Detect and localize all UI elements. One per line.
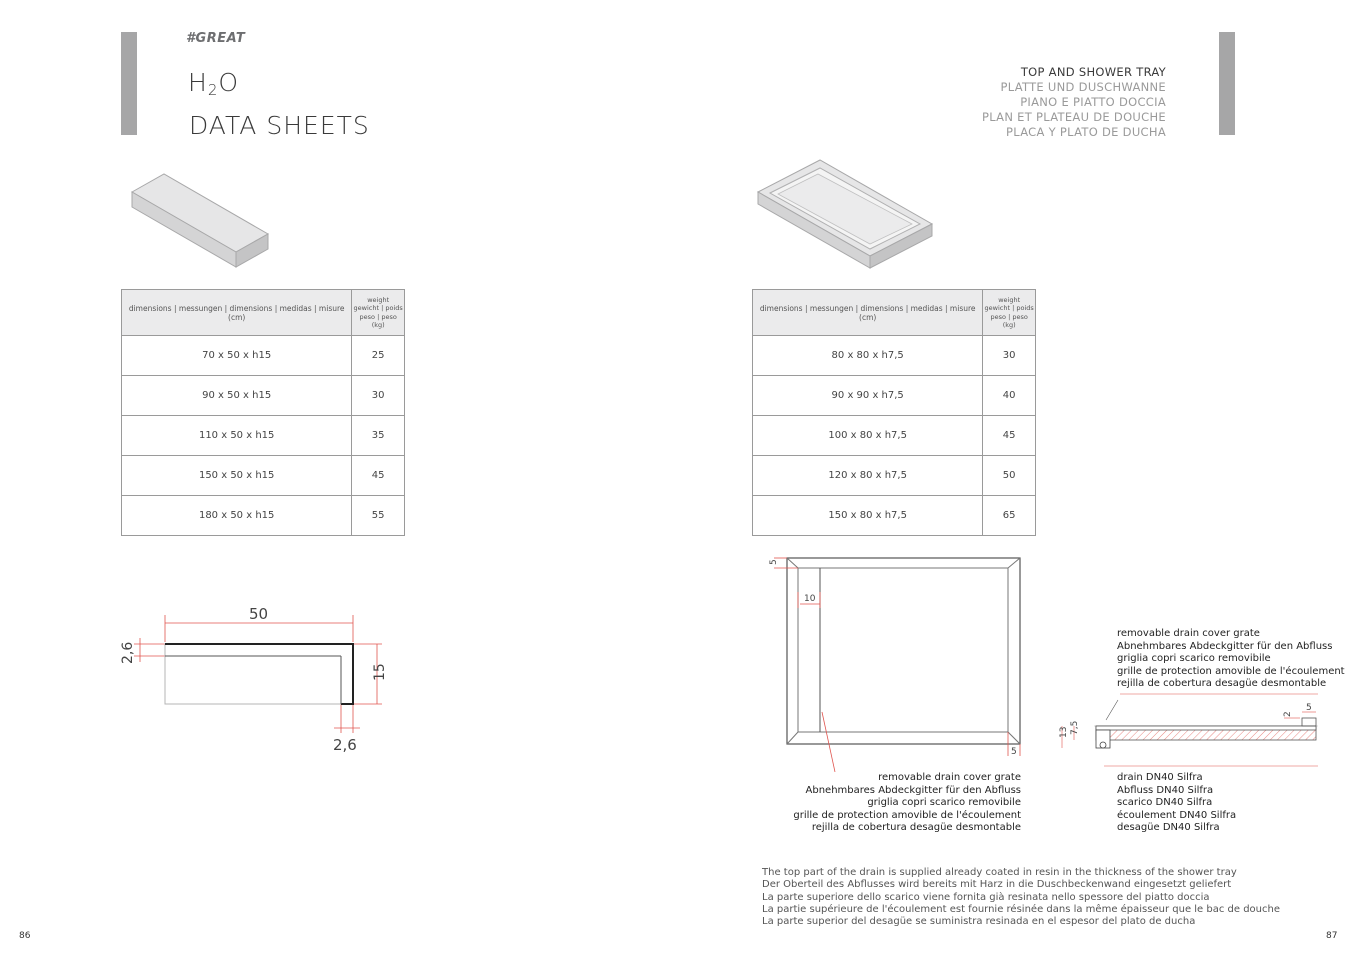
title-h: H: [188, 68, 208, 97]
dim-cell: 80 x 80 x h7,5: [753, 336, 983, 376]
header-weight-line: (kg): [371, 321, 385, 329]
header-weight-line: weight: [367, 295, 390, 304]
right-dimensions-table: [752, 289, 1036, 536]
dim-cell: 120 x 80 x h7,5: [753, 456, 983, 496]
top-section-drawing: [112, 600, 392, 760]
dim-cell: 150 x 50 x h15: [122, 456, 352, 496]
note-line: grille de protection amovible de l'écoulement: [1117, 665, 1345, 677]
footer-line: La parte superiore dello scarico viene fornita già resinata nello spessore del piatto doccia: [762, 891, 1210, 903]
section-tray-label: 7,5: [1070, 720, 1080, 735]
note-line: drain DN40 Silfra: [1117, 772, 1203, 783]
drain-note: [1117, 772, 1317, 835]
right-accent-bar: [1219, 32, 1235, 135]
section-total-label: 13: [1059, 726, 1069, 738]
product-type-fr: PLAN ET PLATEAU DE DOUCHE: [981, 110, 1166, 124]
table-row: [122, 496, 405, 536]
dim-width-label: 50: [249, 605, 269, 623]
header-weight-line: peso | peso: [359, 312, 397, 321]
dim-cell: 110 x 50 x h15: [122, 416, 352, 456]
dim-top-thickness-label: 2,6: [120, 641, 136, 664]
dim-cell: 90 x 50 x h15: [122, 376, 352, 416]
tray-plan-drawing: [760, 552, 1030, 772]
product-type-es: PLACA Y PLATO DE DUCHA: [1005, 125, 1166, 139]
weight-cell: 55: [352, 496, 405, 536]
note-line: griglia copri scarico removibile: [867, 797, 1021, 808]
grate-note-bottom: [770, 772, 1021, 835]
weight-cell: 35: [352, 416, 405, 456]
weight-cell: 45: [352, 456, 405, 496]
grate-note-top: [1117, 628, 1347, 691]
dim-cell: 150 x 80 x h7,5: [753, 496, 983, 536]
note-line: rejilla de cobertura desagüe desmontable: [811, 822, 1021, 833]
product-title: [188, 68, 239, 99]
dim-side-thickness-label: 2,6: [333, 736, 357, 754]
note-line: griglia copri scarico removibile: [1117, 653, 1271, 664]
note-line: écoulement DN40 Silfra: [1117, 809, 1237, 821]
note-line: Abnehmbares Abdeckgitter für den Abfluss: [1117, 640, 1333, 652]
weight-cell: 30: [352, 376, 405, 416]
header-dim-unit: (cm): [859, 312, 877, 322]
weight-cell: 45: [983, 416, 1036, 456]
header-weight-line: gewicht | poids: [353, 304, 403, 312]
plan-edge-label: 5: [769, 559, 779, 565]
section-grate-label: 2: [1283, 711, 1293, 717]
header-dim-label: dimensions | messungen | dimensions | medidas | misure: [759, 303, 976, 313]
plan-channel-label: 10: [804, 594, 816, 604]
table-row: [753, 336, 1036, 376]
footer-line: La parte superior del desagüe se suministra resinada en el espesor del plato de ducha: [762, 916, 1196, 928]
table-row: [122, 456, 405, 496]
weight-cell: 25: [352, 336, 405, 376]
table-row: [753, 496, 1036, 536]
table-row: [122, 376, 405, 416]
header-weight: [352, 290, 405, 336]
page-number-right: 87: [1326, 931, 1338, 941]
header-dim-unit: (cm): [228, 312, 246, 322]
footer-note: [762, 867, 1322, 928]
top-slab-illustration: [128, 170, 273, 272]
left-accent-bar: [121, 32, 137, 135]
dim-cell: 70 x 50 x h15: [122, 336, 352, 376]
dim-cell: 180 x 50 x h15: [122, 496, 352, 536]
note-line: grille de protection amovible de l'écoulement: [793, 809, 1021, 821]
table-row: [753, 416, 1036, 456]
title-o: O: [218, 68, 240, 97]
header-weight-line: gewicht | poids: [984, 304, 1034, 312]
note-line: Abnehmbares Abdeckgitter für den Abfluss: [805, 784, 1021, 796]
footer-line: Der Oberteil des Abflusses wird bereits mit Harz in die Duschbeckenwand eingesetzt geliefert: [762, 879, 1232, 891]
section-rim-label: 5: [1306, 703, 1312, 713]
note-line: rejilla de cobertura desagüe desmontable: [1117, 678, 1327, 689]
left-dimensions-table: [121, 289, 405, 536]
dim-height-label: 15: [372, 663, 388, 681]
weight-cell: 65: [983, 496, 1036, 536]
product-type-de: PLATTE UND DUSCHWANNE: [1000, 80, 1166, 94]
header-weight-line: weight: [998, 295, 1021, 304]
weight-cell: 50: [983, 456, 1036, 496]
page-number-left: 86: [19, 931, 31, 941]
dim-cell: 90 x 90 x h7,5: [753, 376, 983, 416]
product-type-it: PIANO E PIATTO DOCCIA: [1020, 95, 1166, 109]
table-row: [753, 456, 1036, 496]
header-dimensions: [122, 290, 352, 336]
note-line: desagüe DN40 Silfra: [1117, 822, 1220, 833]
header-dim-label: dimensions | messungen | dimensions | medidas | misure: [128, 303, 345, 313]
table-header-row: [753, 290, 1036, 336]
header-dimensions: [753, 290, 983, 336]
shower-tray-illustration: [754, 156, 936, 272]
note-line: scarico DN40 Silfra: [1117, 797, 1213, 808]
product-type-en: TOP AND SHOWER TRAY: [1020, 65, 1166, 79]
note-line: Abfluss DN40 Silfra: [1117, 784, 1214, 796]
header-weight-line: peso | peso: [990, 312, 1028, 321]
footer-line: The top part of the drain is supplied already coated in resin in the thickness of the shower tray: [762, 867, 1237, 878]
header-weight: [983, 290, 1036, 336]
note-line: removable drain cover grate: [878, 772, 1021, 783]
product-type-languages: [906, 65, 1166, 140]
collection-tag: #GREAT: [186, 31, 246, 46]
plan-corner-label: 5: [1011, 747, 1017, 757]
table-row: [122, 336, 405, 376]
page-title: DATA SHEETS: [189, 111, 370, 140]
weight-cell: 30: [983, 336, 1036, 376]
header-weight-line: (kg): [1002, 321, 1016, 329]
dim-cell: 100 x 80 x h7,5: [753, 416, 983, 456]
table-header-row: [122, 290, 405, 336]
footer-line: La partie supérieure de l'écoulement est fournie résinée dans la même épaisseur que le bac de douche: [762, 903, 1281, 915]
note-line: removable drain cover grate: [1117, 628, 1260, 639]
table-row: [753, 376, 1036, 416]
table-row: [122, 416, 405, 456]
title-sub: 2: [207, 81, 219, 99]
weight-cell: 40: [983, 376, 1036, 416]
